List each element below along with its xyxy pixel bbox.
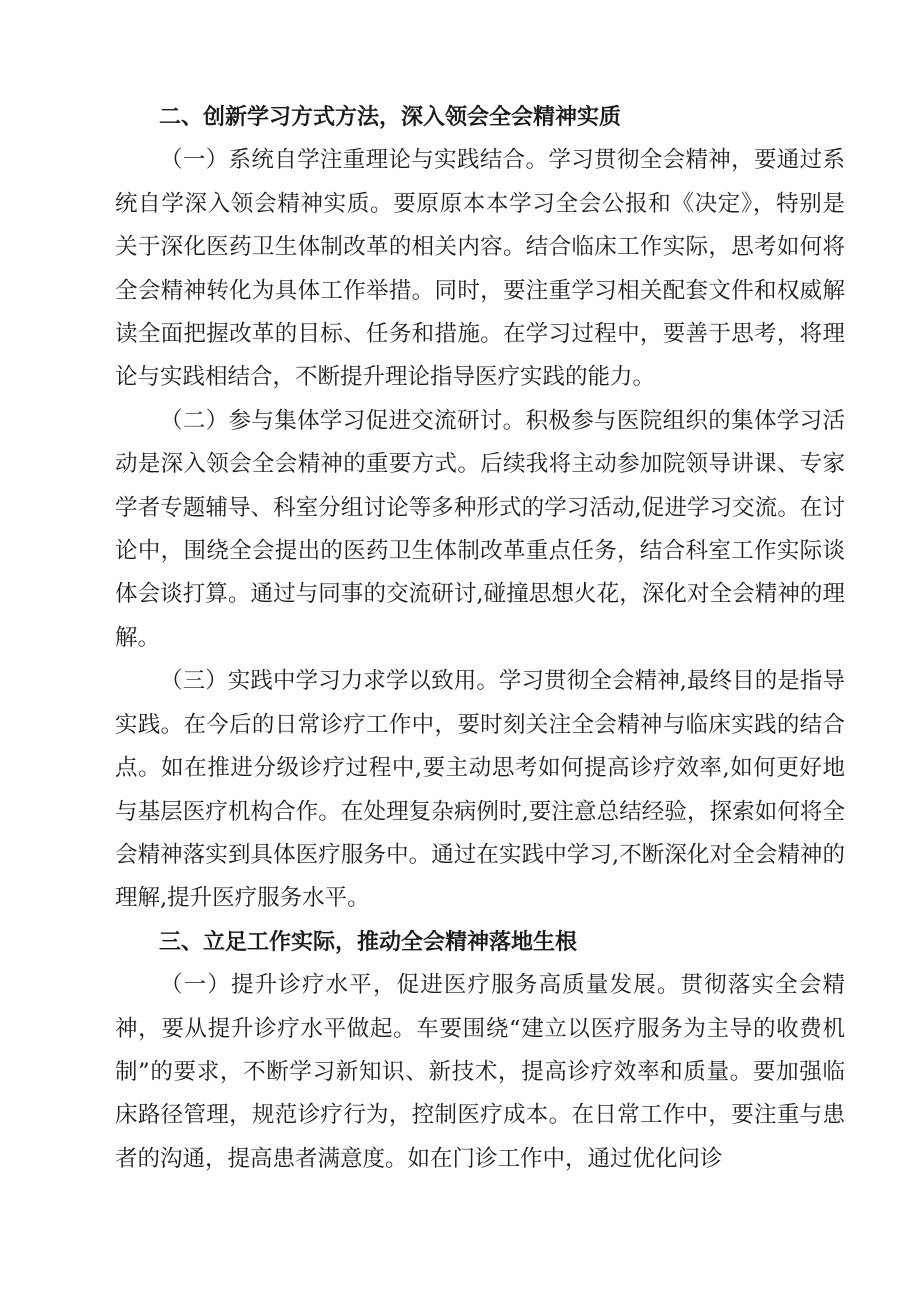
body-paragraph: （二）参与集体学习促进交流研讨。积极参与医院组织的集体学习活动是深入领会全会精神的重要方式。后续我将主动参加院领导讲课、专家学者专题辅导、科室分组讨论等多种形式的学习活动,促进学习交流。在讨论中，围绕全会提出的医药卫生体制改革重点任务，结合科室工作实际谈体会谈打算。通过与同事的交流研讨,碰撞思想火花，深化对全会精神的理解。 xyxy=(115,407,845,651)
section-heading: 三、立足工作实际，推动全会精神落地生根 xyxy=(159,929,578,955)
document-body xyxy=(115,96,845,1181)
body-paragraph: （一）提升诊疗水平，促进医疗服务高质量发展。贯彻落实全会精神，要从提升诊疗水平做起。车要围绕“建立以医疗服务为主导的收费机制”的要求，不断学习新知识、新技术，提高诊疗效率和质量。要加强临床路径管理，规范诊疗行为，控制医疗成本。在日常工作中，要注重与患者的沟通，提高患者满意度。如在门诊工作中，通过优化问诊 xyxy=(115,972,845,1172)
body-paragraph: （一）系统自学注重理论与实践结合。学习贯彻全会精神，要通过系统自学深入领会精神实质。要原原本本学习全会公报和《决定》，特别是关于深化医药卫生体制改革的相关内容。结合临床工作实际，思考如何将全会精神转化为具体工作举措。同时，要注重学习相关配套文件和权威解读全面把握改革的目标、任务和措施。在学习过程中，要善于思考，将理论与实践相结合，不断提升理论指导医疗实践的能力。 xyxy=(115,147,845,391)
body-paragraph: （三）实践中学习力求学以致用。学习贯彻全会精神,最终目的是指导实践。在今后的日常诊疗工作中，要时刻关注全会精神与临床实践的结合点。如在推进分级诊疗过程中,要主动思考如何提高诊疗效率,如何更好地与基层医疗机构合作。在处理复杂病例时,要注意总结经验，探索如何将全会精神落实到具体医疗服务中。通过在实践中学习,不断深化对全会精神的理解,提升医疗服务水平。 xyxy=(115,668,845,912)
section-heading: 二、创新学习方式方法，深入领会全会精神实质 xyxy=(159,105,622,130)
